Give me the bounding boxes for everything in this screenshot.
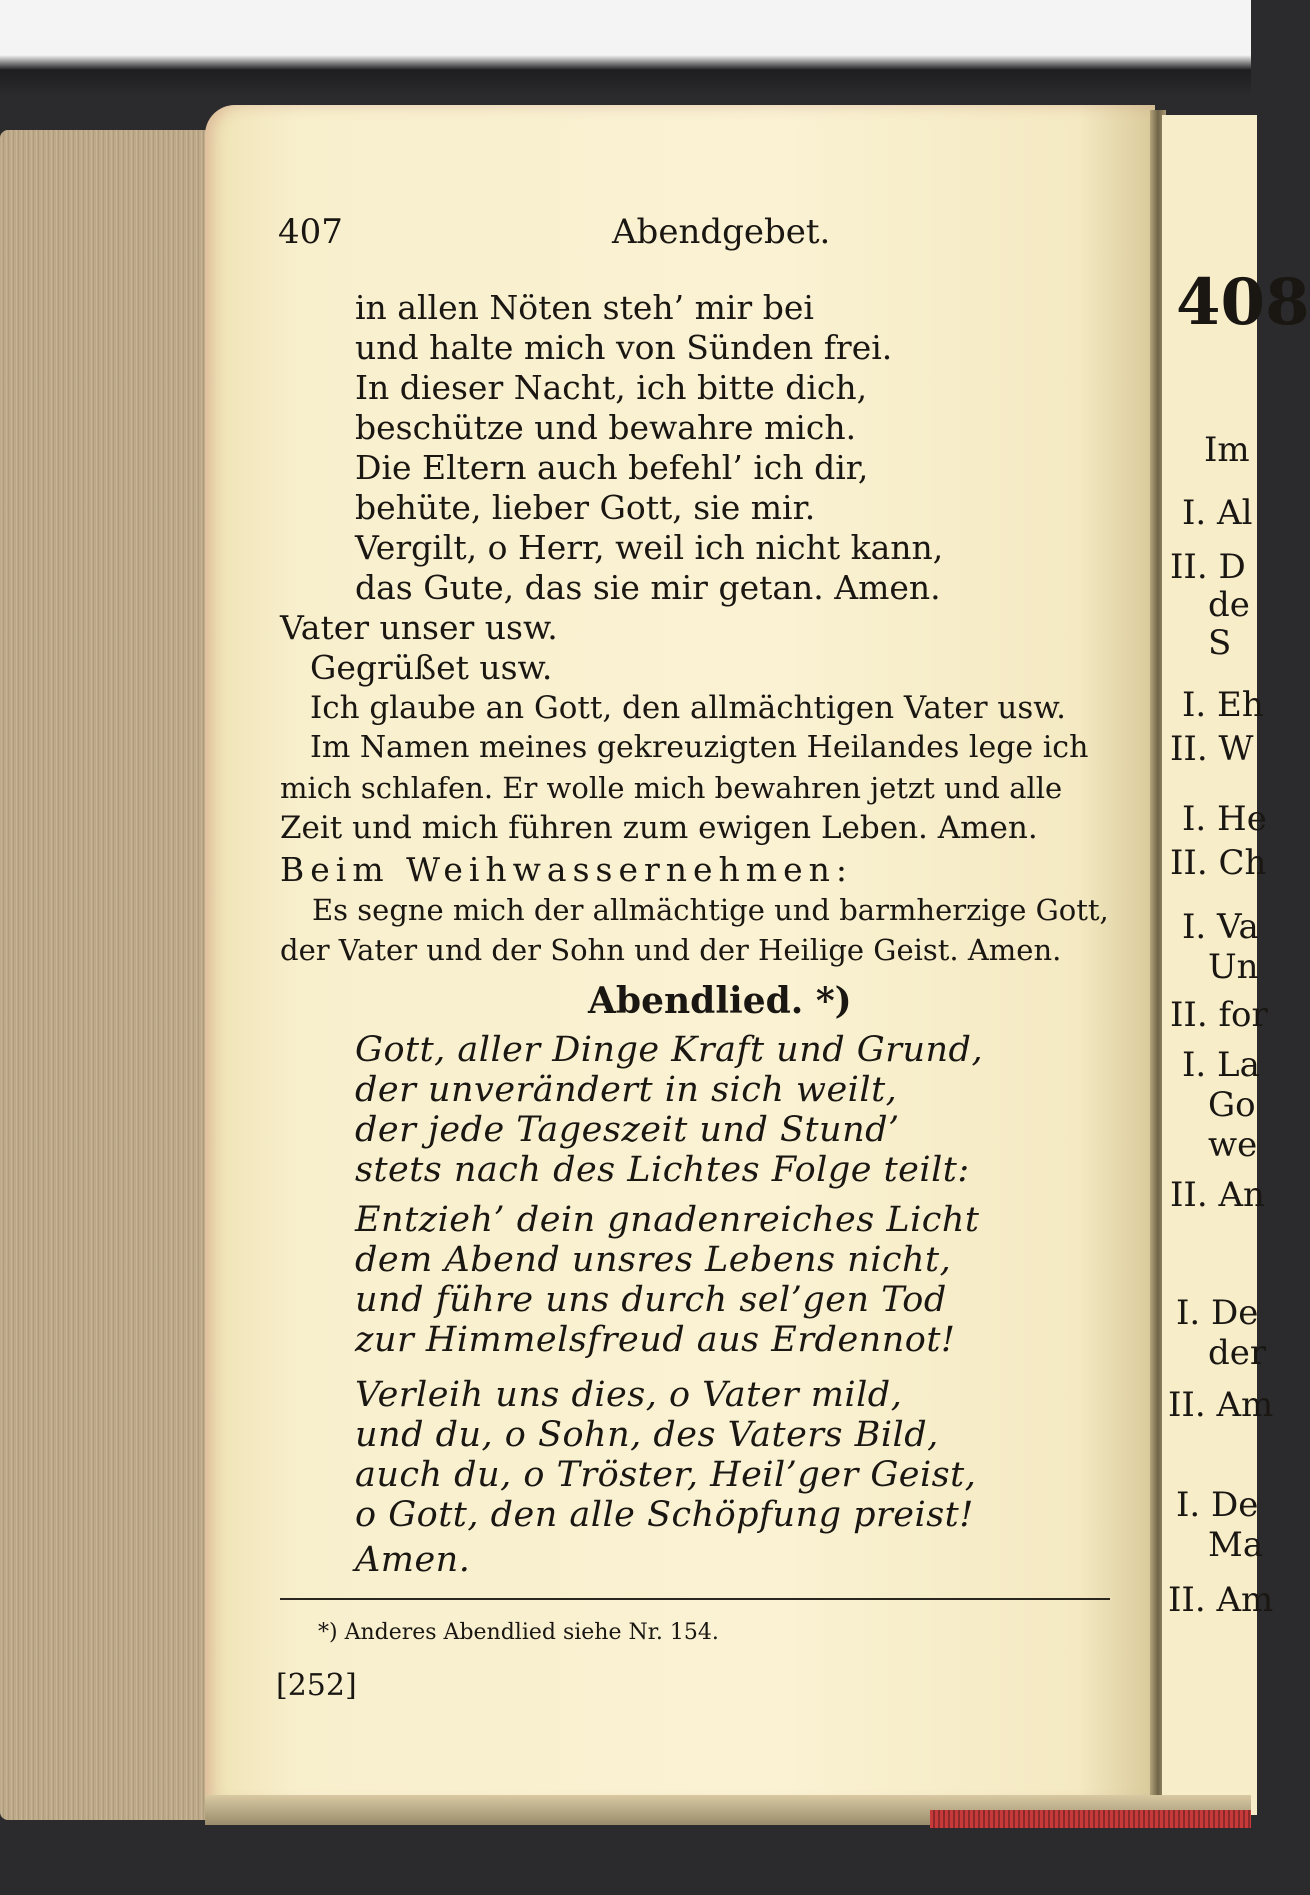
right-fragment: II. W xyxy=(1170,729,1254,769)
right-fragment: S xyxy=(1208,623,1232,663)
hymn-line: und führe uns durch sel’gen Tod xyxy=(355,1280,947,1320)
right-fragment: Un xyxy=(1208,947,1259,987)
right-fragment: I. Al xyxy=(1182,493,1253,533)
prayer-line: mich schlafen. Er wolle mich bewahren jetzt und alle xyxy=(280,771,1063,805)
hymn-line: stets nach des Lichtes Folge teilt: xyxy=(355,1150,970,1190)
hymn-line: zur Himmelsfreud aus Erdennot! xyxy=(355,1320,956,1360)
prayer-line: In dieser Nacht, ich bitte dich, xyxy=(355,368,868,407)
prayer-line: und halte mich von Sünden frei. xyxy=(355,328,893,367)
prayer-line: behüte, lieber Gott, sie mir. xyxy=(355,488,816,527)
right-fragment: II. Ch xyxy=(1170,843,1267,883)
hymn-line: Gott, aller Dinge Kraft und Grund, xyxy=(355,1030,984,1070)
right-fragment: der xyxy=(1208,1333,1267,1373)
page-number: 407 xyxy=(278,212,343,252)
signature-mark: [252] xyxy=(276,1668,357,1703)
hymn-line: Amen. xyxy=(355,1540,471,1580)
right-page-clip xyxy=(1166,115,1310,1815)
book-page-edges xyxy=(0,130,225,1820)
right-fragment: II. An xyxy=(1170,1175,1265,1215)
hymn-line: dem Abend unsres Lebens nicht, xyxy=(355,1240,952,1280)
right-fragment: Ma xyxy=(1208,1525,1264,1565)
hymn-line: Entzieh’ dein gnadenreiches Licht xyxy=(355,1200,980,1240)
right-fragment: II. Am xyxy=(1168,1580,1274,1620)
section-heading: Beim Weihwassernehmen: xyxy=(280,850,854,889)
running-head: Abendgebet. xyxy=(612,212,831,252)
right-fragment: de xyxy=(1208,585,1250,625)
prayer-line: Gegrüßet usw. xyxy=(310,648,553,687)
blessing-line: Es segne mich der allmächtige und barmherzige Gott, xyxy=(312,893,1109,927)
hymn-line: o Gott, den alle Schöpfung preist! xyxy=(355,1495,974,1535)
prayer-line: Vater unser usw. xyxy=(280,608,558,647)
right-fragment: Go xyxy=(1208,1085,1256,1125)
right-page-number: 408 xyxy=(1176,265,1310,340)
prayer-line: in allen Nöten steh’ mir bei xyxy=(355,288,814,327)
prayer-line: Zeit und mich führen zum ewigen Leben. Amen. xyxy=(280,810,1038,846)
right-fragment: II. for xyxy=(1170,995,1268,1035)
hymn-title: Abendlied. *) xyxy=(588,980,852,1022)
prayer-line: Ich glaube an Gott, den allmächtigen Vater usw. xyxy=(310,690,1067,726)
footnote: *) Anderes Abendlied siehe Nr. 154. xyxy=(318,1620,719,1645)
right-fragment: Im xyxy=(1204,430,1250,470)
prayer-line: das Gute, das sie mir getan. Amen. xyxy=(355,568,941,607)
right-fragment: I. Va xyxy=(1182,907,1259,947)
right-fragment: I. La xyxy=(1182,1045,1260,1085)
blessing-line: der Vater und der Sohn und der Heilige Geist. Amen. xyxy=(280,933,1062,967)
hymn-line: der unverändert in sich weilt, xyxy=(355,1070,898,1110)
right-fragment: I. He xyxy=(1182,799,1267,839)
right-fragment: I. De xyxy=(1176,1485,1259,1525)
prayer-line: Vergilt, o Herr, weil ich nicht kann, xyxy=(355,528,944,567)
prayer-line: Die Eltern auch befehl’ ich dir, xyxy=(355,448,869,487)
footnote-rule xyxy=(280,1598,1110,1600)
right-fragment: I. Eh xyxy=(1182,685,1264,725)
backdrop-top xyxy=(0,0,1251,95)
hymn-line: und du, o Sohn, des Vaters Bild, xyxy=(355,1415,939,1455)
right-fragment: II. Am xyxy=(1168,1385,1274,1425)
hymn-line: Verleih uns dies, o Vater mild, xyxy=(355,1375,903,1415)
right-fragment: we xyxy=(1208,1125,1258,1165)
hymn-line: der jede Tageszeit und Stund’ xyxy=(355,1110,900,1150)
hymn-line: auch du, o Tröster, Heil’ger Geist, xyxy=(355,1455,977,1495)
prayer-line: beschütze und bewahre mich. xyxy=(355,408,857,447)
right-fragment: I. De xyxy=(1176,1293,1259,1333)
prayer-line: Im Namen meines gekreuzigten Heilandes lege ich xyxy=(310,730,1089,765)
right-fragment: II. D xyxy=(1170,547,1246,587)
